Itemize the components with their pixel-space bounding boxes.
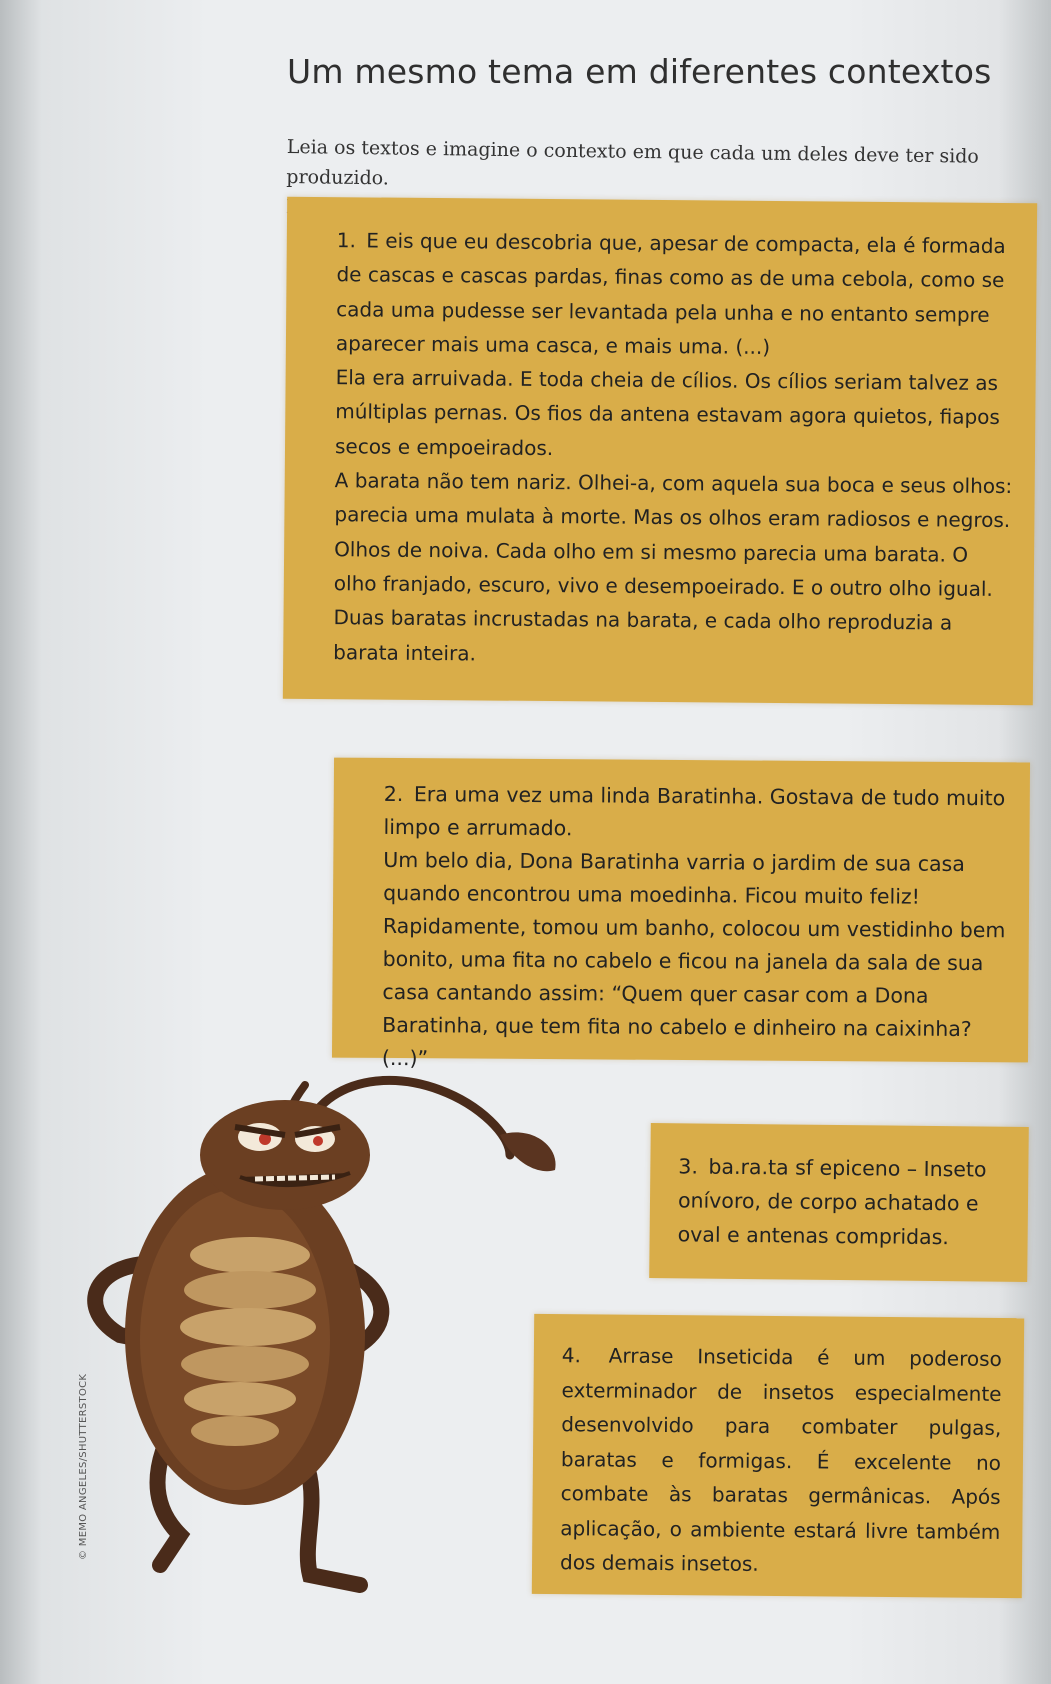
text-3-paragraph-1 xyxy=(677,1149,1018,1255)
text-4-number: 4. xyxy=(561,1343,582,1368)
text-box-1 xyxy=(283,197,1037,706)
text-3-number: 3. xyxy=(678,1154,699,1179)
text-1-number: 1. xyxy=(336,228,357,253)
cockroach-cartoon-icon xyxy=(60,1065,580,1605)
text-2-number: 2. xyxy=(383,781,404,807)
text-1-paragraph-2: Ela era arruivada. E toda cheia de cílios. Os cílios seriam talvez as múltiplas pernas. Os fios da antena estavam agora quietos, fiapos secos e empoeirados. xyxy=(334,365,1000,460)
text-box-4 xyxy=(532,1314,1024,1598)
page-title: Um mesmo tema em diferentes contextos xyxy=(287,52,992,91)
text-4-paragraph-1 xyxy=(560,1338,1002,1583)
text-2-paragraph-1 xyxy=(383,778,1013,848)
instructions-line-1: Leia os textos e imagine o contexto em que cada um deles deve ter sido produzido. xyxy=(286,135,979,190)
text-1-paragraph-1 xyxy=(336,223,1017,366)
text-4-paragraph-1-body: Arrase Inseticida é um poderoso exterminador de insetos especialmente desenvolvido para combater pulgas, baratas e formigas. É excelente no combate às baratas germânicas. Após aplicação, o ambiente estará livre também dos demais insetos. xyxy=(559,1343,1002,1576)
text-2-paragraph-2: Um belo dia, Dona Baratinha varria o jardim de sua casa quando encontrou uma moedinha. Ficou muito feliz! Rapidamente, tomou um banho, colocou um vestidinho bem bonito, uma fita no cabelo e ficou na janela da sala de sua casa cantando assim: “Quem quer casar com a Dona Baratinha, que tem fita no cabelo e dinheiro na caixinha? (...)” xyxy=(381,847,1006,1071)
image-credit: © MEMO ANGELES/SHUTTERSTOCK xyxy=(78,1373,89,1560)
text-1-paragraph-3: A barata não tem nariz. Olhei-a, com aquela sua boca e seus olhos: parecia uma mulata à morte. Mas os olhos eram radiosos e negros. Olhos de noiva. Cada olho em si mesmo parecia uma barata. O olho franjado, escuro, vivo e desempoeirado. E o outro olho igual. Duas baratas incrustadas na barata, e cada olho reproduzia a barata inteira. xyxy=(333,468,1013,665)
text-2-paragraph-1-body: Era uma vez uma linda Baratinha. Gostava de tudo muito limpo e arrumado. xyxy=(383,782,1006,841)
text-box-2 xyxy=(332,758,1030,1071)
text-box-3 xyxy=(649,1123,1029,1282)
text-3-paragraph-1-body: ba.ra.ta sf epiceno – Inseto onívoro, de corpo achatado e oval e antenas compridas. xyxy=(677,1154,987,1250)
text-1-paragraph-1-body: E eis que eu descobria que, apesar de compacta, ela é formada de cascas e cascas pardas, finas como as de uma cebola, como se cada uma pudesse ser levantada pela unha e no entanto sempre aparecer mais uma casca, e mais uma. (...) xyxy=(335,228,1006,359)
